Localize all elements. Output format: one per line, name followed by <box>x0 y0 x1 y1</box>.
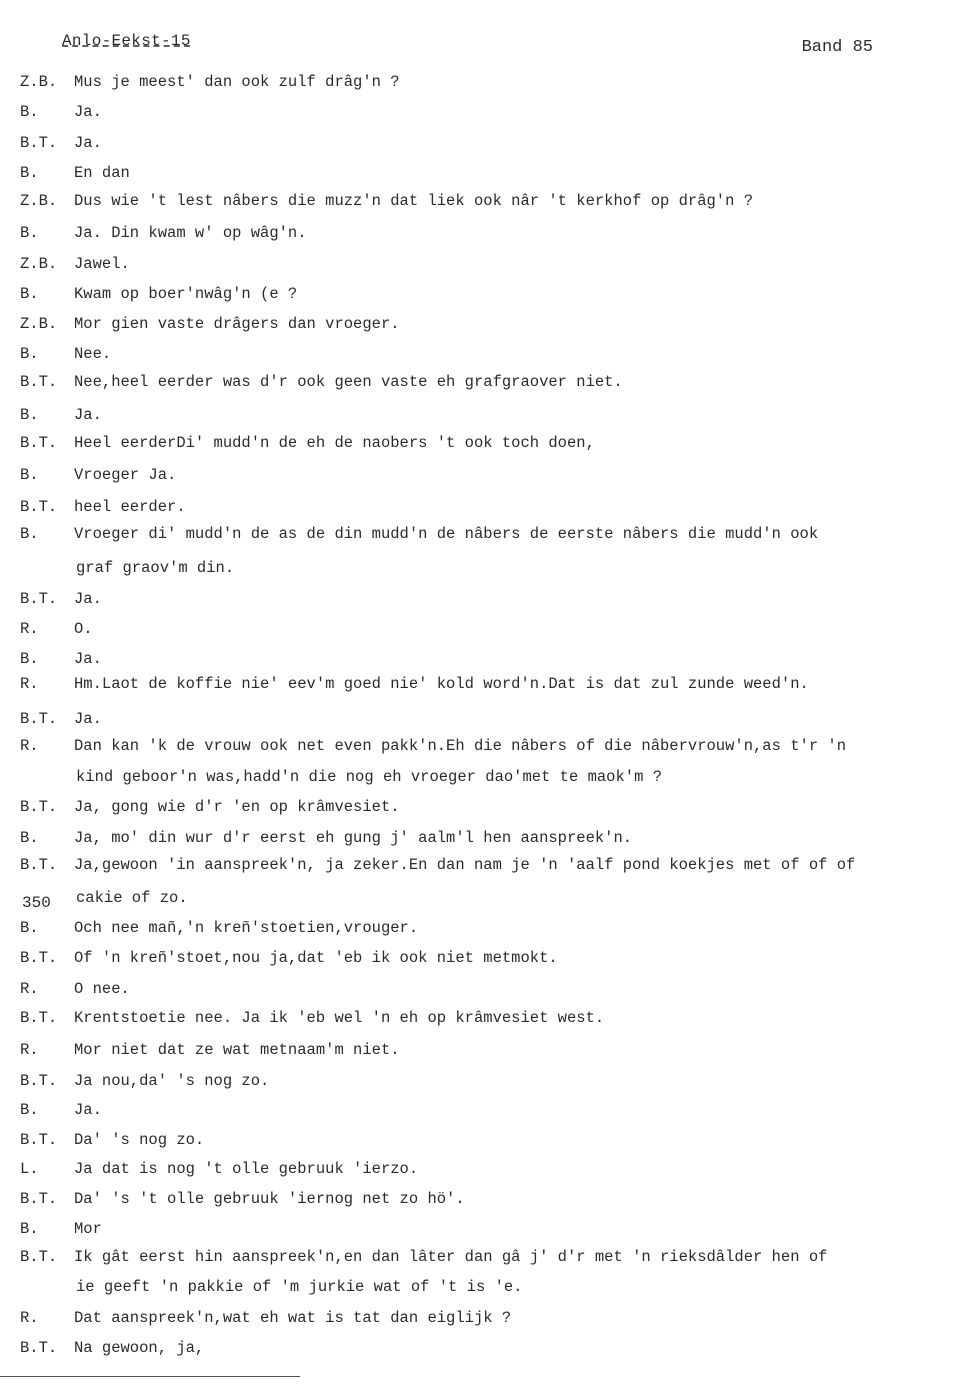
speaker-label: R. <box>20 675 39 693</box>
speaker-label: R. <box>20 620 39 638</box>
speaker-label: B.T. <box>20 1190 58 1208</box>
speaker-label: L. <box>20 1160 39 1178</box>
utterance-continuation: graf graov'm din. <box>76 559 235 577</box>
speaker-label: R. <box>20 1309 39 1327</box>
speaker-label: B.T. <box>20 1131 58 1149</box>
speaker-label: R. <box>20 980 39 998</box>
speaker-label: Z.B. <box>20 73 58 91</box>
utterance-text: Heel eerderDi' mudd'n de eh de naobers 't ook toch doen, <box>74 434 595 452</box>
utterance-text: En dan <box>74 164 130 182</box>
utterance-text: O. <box>74 620 93 638</box>
speaker-label: B.T. <box>20 1009 58 1027</box>
speaker-label: B. <box>20 103 39 121</box>
speaker-label: B. <box>20 1220 39 1238</box>
speaker-label: B.T. <box>20 949 58 967</box>
margin-number: 350 <box>22 894 51 912</box>
utterance-text: Ja dat is nog 't olle gebruuk 'ierzo. <box>74 1160 419 1178</box>
utterance-text: Da' 's nog zo. <box>74 1131 205 1149</box>
utterance-text: Hm.Laot de koffie nie' eev'm goed nie' kold word'n.Dat is dat zul zunde weed'n. <box>74 675 809 693</box>
utterance-text: Ja, mo' din wur d'r eerst eh gung j' aalm'l hen aanspreek'n. <box>74 829 633 847</box>
utterance-text: Vroeger di' mudd'n de as de din mudd'n de nâbers de eerste nâbers die mudd'n ook <box>74 525 819 543</box>
speaker-label: B. <box>20 345 39 363</box>
speaker-label: Z.B. <box>20 315 58 333</box>
utterance-text: Ja. <box>74 1101 102 1119</box>
utterance-text: Ja,gewoon 'in aanspreek'n, ja zeker.En dan nam je 'n 'aalf pond koekjes met of of of <box>74 856 856 874</box>
speaker-label: B.T. <box>20 798 58 816</box>
speaker-label: B.T. <box>20 1072 58 1090</box>
speaker-label: B.T. <box>20 134 58 152</box>
speaker-label: B. <box>20 1101 39 1119</box>
speaker-label: B.T. <box>20 434 58 452</box>
speaker-label: B. <box>20 525 39 543</box>
utterance-text: Ja. <box>74 134 102 152</box>
utterance-text: Ja. <box>74 650 102 668</box>
utterance-text: Ja. <box>74 710 102 728</box>
utterance-text: Ja. Din kwam w' op wâg'n. <box>74 224 307 242</box>
utterance-text: Dus wie 't lest nâbers die muzz'n dat liek ook nâr 't kerkhof op drâg'n ? <box>74 192 754 210</box>
utterance-text: Ja. <box>74 103 102 121</box>
utterance-text: Na gewoon, ja, <box>74 1339 205 1357</box>
speaker-label: B. <box>20 406 39 424</box>
speaker-label: R. <box>20 737 39 755</box>
utterance-text: Nee. <box>74 345 112 363</box>
utterance-text: Mor niet dat ze wat metnaam'm niet. <box>74 1041 400 1059</box>
utterance-continuation: cakie of zo. <box>76 889 188 907</box>
utterance-text: Mor <box>74 1220 102 1238</box>
utterance-text: Mus je meest' dan ook zulf drâg'n ? <box>74 73 400 91</box>
speaker-label: R. <box>20 1041 39 1059</box>
speaker-label: B. <box>20 466 39 484</box>
speaker-label: Z.B. <box>20 255 58 273</box>
utterance-text: Dat aanspreek'n,wat eh wat is tat dan eiglijk ? <box>74 1309 512 1327</box>
utterance-text: Nee,heel eerder was d'r ook geen vaste eh grafgraover niet. <box>74 373 623 391</box>
bottom-rule <box>0 1376 300 1377</box>
utterance-text: Ja. <box>74 406 102 424</box>
document-id: Anlo-Eekst-15 <box>62 32 191 50</box>
utterance-text: Kwam op boer'nwâg'n (e ? <box>74 285 298 303</box>
speaker-label: B.T. <box>20 590 58 608</box>
speaker-label: B. <box>20 829 39 847</box>
utterance-text: Och nee mañ,'n kreñ'stoetien,vrouger. <box>74 919 419 937</box>
speaker-label: B.T. <box>20 1248 58 1266</box>
utterance-text: Ja nou,da' 's nog zo. <box>74 1072 270 1090</box>
utterance-text: Jawel. <box>74 255 130 273</box>
speaker-label: B. <box>20 919 39 937</box>
utterance-continuation: kind geboor'n was,hadd'n die nog eh vroeger dao'met te maok'm ? <box>76 768 662 786</box>
utterance-continuation: ie geeft 'n pakkie of 'm jurkie wat of 't is 'e. <box>76 1278 523 1296</box>
speaker-label: B. <box>20 285 39 303</box>
speaker-label: B.T. <box>20 1339 58 1357</box>
utterance-text: O nee. <box>74 980 130 998</box>
tape-number: Band 85 <box>801 38 873 57</box>
utterance-text: Da' 's 't olle gebruuk 'iernog net zo hö'. <box>74 1190 465 1208</box>
utterance-text: heel eerder. <box>74 498 186 516</box>
utterance-text: Ja, gong wie d'r 'en op krâmvesiet. <box>74 798 400 816</box>
utterance-text: Of 'n kreñ'stoet,nou ja,dat 'eb ik ook niet metmokt. <box>74 949 558 967</box>
speaker-label: B. <box>20 164 39 182</box>
speaker-label: B. <box>20 650 39 668</box>
speaker-label: Z.B. <box>20 192 58 210</box>
utterance-text: Ja. <box>74 590 102 608</box>
speaker-label: B. <box>20 224 39 242</box>
utterance-text: Vroeger Ja. <box>74 466 177 484</box>
speaker-label: B.T. <box>20 856 58 874</box>
speaker-label: B.T. <box>20 710 58 728</box>
utterance-text: Ik gât eerst hin aanspreek'n,en dan lâter dan gâ j' d'r met 'n rieksdâlder hen of <box>74 1248 828 1266</box>
utterance-text: Krentstoetie nee. Ja ik 'eb wel 'n eh op krâmvesiet west. <box>74 1009 605 1027</box>
speaker-label: B.T. <box>20 498 58 516</box>
speaker-label: B.T. <box>20 373 58 391</box>
utterance-text: Dan kan 'k de vrouw ook net even pakk'n.Eh die nâbers of die nâbervrouw'n,as t'r 'n <box>74 737 847 755</box>
utterance-text: Mor gien vaste drâgers dan vroeger. <box>74 315 400 333</box>
